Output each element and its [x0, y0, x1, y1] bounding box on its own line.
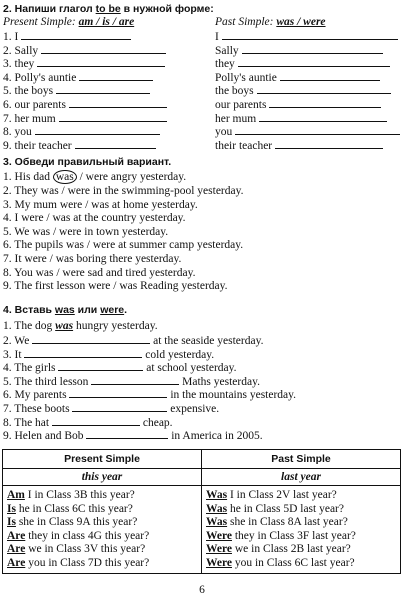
- question-rest: they in Class 3F last year?: [231, 529, 356, 542]
- past-item: [215, 44, 383, 58]
- item-label: 9. their teacher: [3, 139, 72, 152]
- item-end: cold yesterday.: [145, 348, 215, 361]
- item-start: 2. We: [3, 335, 30, 347]
- present-item: [3, 125, 160, 139]
- answer-blank: [75, 139, 156, 149]
- verb: Are: [7, 543, 26, 555]
- table-row: [7, 489, 197, 503]
- present-item: [3, 30, 131, 44]
- question-rest: you in Class 6C last year?: [231, 556, 355, 569]
- verb: Was: [206, 516, 228, 528]
- circled-answer: was: [53, 170, 77, 184]
- exercise-4-item: [3, 429, 263, 443]
- table-row: [206, 530, 396, 544]
- past-item: [215, 98, 381, 112]
- item-end: at the seaside yesterday.: [153, 335, 264, 347]
- present-item: [3, 112, 167, 126]
- item-end: at school yesterday.: [146, 362, 237, 375]
- exercise-3: [3, 155, 401, 300]
- past-simple-header: Past Simple: [202, 450, 401, 469]
- exercise-3-item: 4. I were / was at the country yesterday.: [3, 212, 186, 225]
- to-be-questions-table: [2, 449, 401, 574]
- answer-blank: [52, 416, 140, 426]
- item-start: 9. Helen and Bob: [3, 430, 84, 443]
- question-rest: I in Class 3B this year?: [24, 489, 135, 501]
- item-label: Polly's auntie: [215, 71, 277, 84]
- question-rest: we in Class 2B last year?: [231, 543, 351, 555]
- item-label: their teacher: [215, 139, 273, 152]
- item-label: 6. our parents: [3, 99, 66, 111]
- answer-blank: [242, 44, 383, 54]
- table-row: [206, 543, 396, 557]
- exercise-2: [3, 2, 401, 152]
- exercise-4-item: [3, 361, 237, 375]
- item-label: you: [215, 126, 233, 139]
- verb: Am: [7, 489, 25, 501]
- answer-blank: [37, 57, 165, 67]
- answer-blank: [41, 44, 166, 54]
- present-item: [3, 71, 153, 85]
- this-year-label: this year: [3, 469, 202, 486]
- past-item: [215, 139, 383, 153]
- answer-blank: [58, 361, 143, 371]
- answer-blank: [280, 71, 380, 81]
- verb: Were: [206, 556, 232, 569]
- past-simple-label: Past Simple: was / were: [215, 16, 326, 28]
- answer-blank: [86, 429, 168, 439]
- answer-blank: [24, 348, 142, 358]
- item-label: 5. the boys: [3, 85, 54, 98]
- exercise-2-title: 2. Напиши глагол to be в нужной форме:: [3, 3, 214, 15]
- page-number: 6: [199, 584, 205, 596]
- answer-blank: [72, 402, 167, 412]
- exercise-4-item-1: 1. The dog was hungry yesterday.: [3, 320, 158, 332]
- table-row: [7, 516, 197, 530]
- table-row: [7, 530, 197, 544]
- present-item: [3, 84, 150, 98]
- exercise-4-item: [3, 334, 263, 348]
- exercise-3-item: 5. We was / were in town yesterday.: [3, 225, 169, 238]
- exercise-4-title: 4. Вставь was или were.: [3, 304, 128, 316]
- answer-blank: [35, 125, 160, 135]
- exercise-3-item: 3. My mum were / was at home yesterday.: [3, 198, 198, 211]
- question-rest: he in Class 6C this year?: [15, 502, 133, 515]
- last-year-label: last year: [202, 469, 401, 486]
- answer-blank: [222, 30, 398, 40]
- verb: Was: [206, 502, 228, 515]
- past-item: [215, 30, 398, 44]
- item-start: 5. The third lesson: [3, 375, 89, 388]
- item-label: 4. Polly's auntie: [3, 71, 77, 84]
- question-rest: they in class 4G this year?: [25, 529, 150, 542]
- item-end: in the mountains yesterday.: [170, 389, 297, 402]
- exercise-3-item: 7. It were / was boring there yesterday.: [3, 253, 182, 265]
- item-label: they: [215, 58, 235, 71]
- exercise-3-item: 8. You was / were sad and tired yesterday.: [3, 266, 196, 279]
- exercise-4-item: [3, 416, 173, 430]
- item-label: 3. they: [3, 58, 35, 71]
- item-label: our parents: [215, 99, 267, 111]
- past-questions: [202, 486, 401, 574]
- item-label: 1. I: [3, 31, 19, 43]
- verb: Was: [206, 489, 228, 501]
- verb: Are: [7, 556, 26, 569]
- item-end: Maths yesterday.: [182, 375, 260, 388]
- exercise-4-item: [3, 375, 260, 389]
- verb: Is: [7, 502, 16, 515]
- item-label: Sally: [215, 44, 239, 57]
- item-start: 7. These boots: [3, 403, 70, 415]
- past-item: [215, 112, 387, 126]
- present-questions: [3, 486, 202, 574]
- item-label: 8. you: [3, 126, 32, 139]
- past-item: [215, 125, 400, 139]
- item-label: 7. her mum: [3, 112, 56, 125]
- item-start: 4. The girls: [3, 362, 56, 375]
- table-row: [7, 557, 197, 571]
- item-end: in America in 2005.: [171, 430, 263, 443]
- present-item: [3, 98, 167, 112]
- exercise-4-item: [3, 388, 296, 402]
- table-row: [7, 503, 197, 517]
- present-simple-header: Present Simple: [3, 450, 202, 469]
- item-end: cheap.: [142, 416, 173, 429]
- past-item: [215, 84, 391, 98]
- answer-blank: [56, 84, 150, 94]
- answer-blank: [59, 112, 167, 122]
- item-start: 8. The hat: [3, 416, 50, 429]
- answer-blank: [21, 30, 131, 40]
- answer-blank: [69, 98, 167, 108]
- answer-blank: [235, 125, 400, 135]
- present-item: [3, 57, 165, 71]
- exercise-4: [3, 303, 401, 448]
- answer-blank: [275, 139, 383, 149]
- exercise-3-title: 3. Обведи правильный вариант.: [3, 156, 172, 168]
- exercise-3-item: 6. The pupils was / were at summer camp yesterday.: [3, 239, 244, 252]
- question-rest: she in Class 8A last year?: [227, 516, 348, 528]
- table-header-row: [3, 450, 401, 469]
- answer-blank: [238, 57, 390, 67]
- present-simple-label: Present Simple: am / is / are: [3, 16, 135, 28]
- item-start: 6. My parents: [3, 389, 67, 402]
- table-row: [206, 503, 396, 517]
- answer-blank: [32, 334, 150, 344]
- table-subheader-row: [3, 469, 401, 486]
- verb: Are: [7, 529, 26, 542]
- item-end: expensive.: [170, 403, 220, 415]
- present-item: [3, 139, 156, 153]
- table-row: [206, 516, 396, 530]
- example-answer: was: [55, 320, 74, 332]
- item-label: I: [215, 31, 219, 43]
- question-rest: you in Class 7D this year?: [25, 556, 150, 569]
- item-label: the boys: [215, 85, 254, 98]
- item-label: 2. Sally: [3, 44, 39, 57]
- verb: Were: [206, 529, 232, 542]
- exercise-3-item: 9. The first lesson were / was Reading yesterday.: [3, 280, 228, 293]
- table-row: [7, 543, 197, 557]
- item-label: her mum: [215, 112, 257, 125]
- exercise-3-item: 2. They was / were in the swimming-pool yesterday.: [3, 185, 244, 197]
- table-row: [206, 489, 396, 503]
- answer-blank: [69, 388, 167, 398]
- question-rest: he in Class 5D last year?: [227, 502, 344, 515]
- answer-blank: [269, 98, 381, 108]
- question-rest: she in Class 9A this year?: [15, 516, 138, 528]
- item-start: 3. It: [3, 348, 22, 361]
- past-item: [215, 57, 390, 71]
- verb: Is: [7, 516, 16, 528]
- exercise-4-item: [3, 402, 219, 416]
- past-item: [215, 71, 380, 85]
- question-rest: I in Class 2V last year?: [227, 489, 337, 501]
- table-row: [206, 557, 396, 571]
- table-body-row: [3, 486, 401, 574]
- answer-blank: [79, 71, 153, 81]
- present-item: [3, 44, 166, 58]
- answer-blank: [259, 112, 387, 122]
- answer-blank: [91, 375, 179, 385]
- verb: Were: [206, 543, 232, 555]
- exercise-3-item-1: 1. His dad was / were angry yesterday.: [3, 171, 187, 183]
- exercise-4-item: [3, 348, 214, 362]
- question-rest: we in Class 3V this year?: [25, 543, 146, 555]
- answer-blank: [257, 84, 391, 94]
